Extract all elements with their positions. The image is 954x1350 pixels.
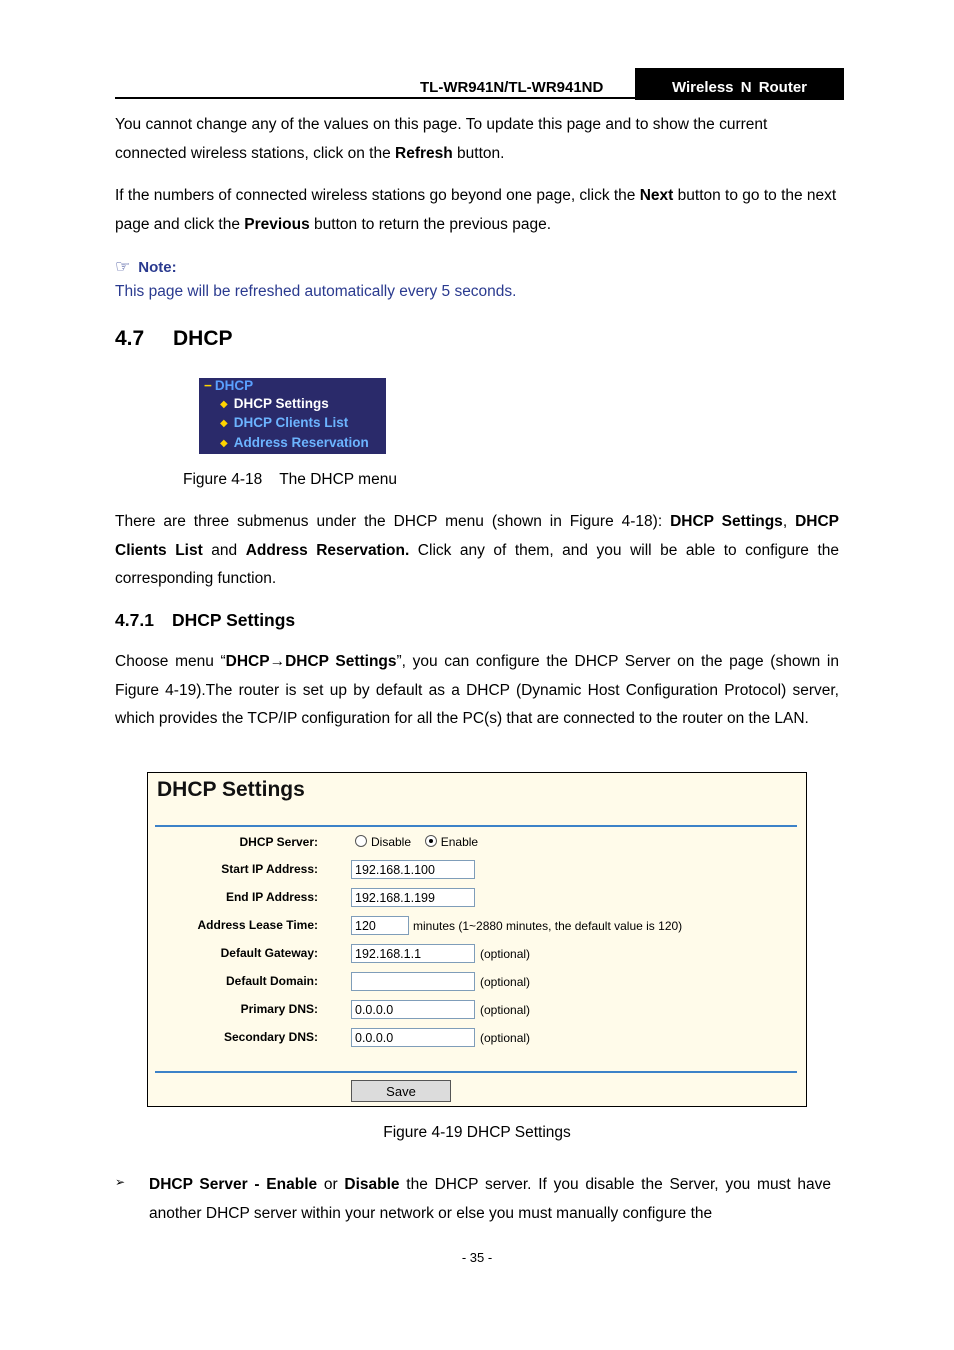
note-label <box>115 257 177 277</box>
subsection-heading <box>115 610 295 631</box>
header-product: Wireless N Router <box>635 68 844 100</box>
menu-item-label: DHCP Settings <box>233 396 329 411</box>
dhcp-menu <box>199 378 386 454</box>
save-button[interactable]: Save <box>351 1080 451 1102</box>
bold-term: DHCP Clients List <box>115 513 839 559</box>
text: There are three submenus under the DHCP menu (shown in Figure 4-18): <box>115 513 671 530</box>
text: If the numbers of connected wireless stations go beyond one page, click the <box>115 187 640 204</box>
pointing-hand-icon: ☞ <box>115 257 131 276</box>
intro-paragraph-1 <box>115 111 839 168</box>
page-number: - 35 - <box>461 1250 493 1265</box>
enable-radio[interactable] <box>425 835 437 847</box>
text: and <box>202 541 246 559</box>
submenu-paragraph <box>115 508 839 594</box>
end-ip-label: End IP Address: <box>225 890 318 904</box>
text: button. <box>452 144 505 162</box>
refresh-bold: Refresh <box>395 144 453 162</box>
menu-dhcp[interactable] <box>204 378 253 393</box>
section-heading <box>115 327 233 351</box>
text: button to go to the next page and click the <box>115 187 837 233</box>
panel-title: DHCP Settings <box>157 778 305 801</box>
optional-hint: (optional) <box>480 1031 531 1045</box>
bullet-diamond-icon: ◆ <box>220 399 228 410</box>
bold-term: Address Reservation. <box>245 541 410 559</box>
section-title: DHCP <box>173 327 233 350</box>
text: the DHCP server. If you disable the Server, you must have another DHCP server within your network or else you must manually configure the <box>149 1176 831 1222</box>
bold-term: DHCP→DHCP Settings <box>225 653 397 670</box>
menu-item-dhcp-settings[interactable] <box>220 396 329 411</box>
intro-paragraph-2 <box>115 182 839 239</box>
default-gateway-input[interactable]: 192.168.1.1 <box>351 944 475 963</box>
bold-term: Disable <box>344 1176 400 1193</box>
subsection-title: DHCP Settings <box>172 610 296 630</box>
text: You cannot change any of the values on this page. To update this page and to show the current connected wireless stations, click on the <box>115 116 768 162</box>
note-text: This page will be refreshed automatically every 5 seconds. <box>115 283 517 300</box>
bullet-arrow-icon: ➢ <box>115 1175 126 1189</box>
panel-separator <box>155 1071 797 1073</box>
lease-time-input[interactable]: 120 <box>351 916 409 935</box>
lease-time-hint: minutes (1~2880 minutes, the default value is 120) <box>413 919 683 933</box>
secondary-dns-label: Secondary DNS: <box>223 1030 318 1044</box>
start-ip-input[interactable]: 192.168.1.100 <box>351 860 475 879</box>
bold-term: DHCP Server - Enable <box>149 1176 318 1193</box>
secondary-dns-input[interactable]: 0.0.0.0 <box>351 1028 475 1047</box>
text: or <box>317 1176 345 1193</box>
figure-19-caption: Figure 4-19 DHCP Settings <box>383 1124 571 1141</box>
disable-label: Disable <box>371 835 412 849</box>
header-model: TL-WR941N/TL-WR941ND <box>420 79 604 96</box>
next-bold: Next <box>639 187 674 204</box>
dhcp-server-radio-group <box>355 835 478 849</box>
bullet-diamond-icon: ◆ <box>220 438 228 449</box>
optional-hint: (optional) <box>480 1003 531 1017</box>
default-domain-label: Default Domain: <box>225 974 318 988</box>
optional-hint: (optional) <box>480 947 531 961</box>
text: ”, you can configure the DHCP Server on the page (shown in Figure 4-19).The router is set up by default as a DHCP (Dynamic Host Configuration Protocol) server, which provides the TCP/IP configuration for all the PC(s) that are connected to the router on the LAN. <box>115 653 839 727</box>
bold-term: DHCP Settings <box>670 513 783 530</box>
settings-paragraph <box>115 648 839 734</box>
primary-dns-input[interactable]: 0.0.0.0 <box>351 1000 475 1019</box>
panel-separator <box>155 825 797 827</box>
menu-item-address-reservation[interactable] <box>220 435 369 450</box>
figure-18-caption: Figure 4-18 The DHCP menu <box>183 471 397 488</box>
menu-item-label: DHCP Clients List <box>233 415 349 430</box>
enable-label: Enable <box>440 835 479 849</box>
menu-item-dhcp-clients-list[interactable] <box>220 415 348 430</box>
menu-item-label: Address Reservation <box>233 435 369 450</box>
text: Choose menu “ <box>115 653 226 670</box>
collapse-icon: − <box>204 378 212 393</box>
text: button to return the previous page. <box>309 215 552 233</box>
subsection-number: 4.7.1 <box>115 610 154 630</box>
text: , <box>782 513 796 530</box>
menu-dhcp-label: DHCP <box>214 378 254 393</box>
lease-time-label: Address Lease Time: <box>197 918 318 932</box>
disable-radio[interactable] <box>355 835 367 847</box>
default-gateway-label: Default Gateway: <box>220 946 318 960</box>
dhcp-server-bullet <box>149 1171 831 1228</box>
primary-dns-label: Primary DNS: <box>240 1002 318 1016</box>
bullet-diamond-icon: ◆ <box>220 418 228 429</box>
text: Click any of them, and you will be able to configure the corresponding function. <box>115 541 839 587</box>
optional-hint: (optional) <box>480 975 531 989</box>
note-label-text: Note: <box>138 259 177 276</box>
end-ip-input[interactable]: 192.168.1.199 <box>351 888 475 907</box>
previous-bold: Previous <box>244 215 310 233</box>
default-domain-input[interactable] <box>351 972 475 991</box>
header-rule <box>115 97 844 99</box>
dhcp-settings-panel <box>147 772 807 1107</box>
section-number: 4.7 <box>115 327 145 350</box>
start-ip-label: Start IP Address: <box>221 862 318 876</box>
dhcp-server-label: DHCP Server: <box>239 835 318 849</box>
